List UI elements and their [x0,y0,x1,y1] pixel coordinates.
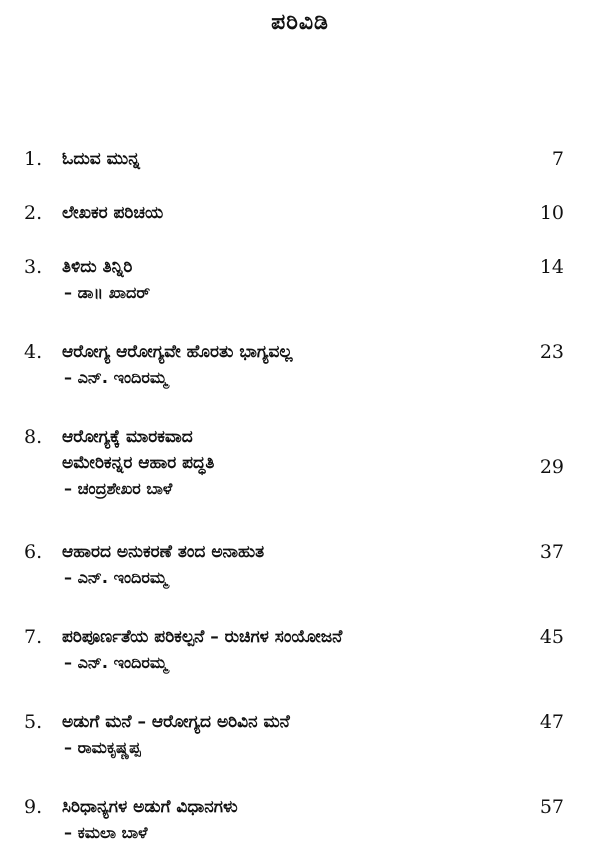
entry-number: 6. [24,541,43,563]
entry-title: ಓದುವ ಮುನ್ನ [62,149,140,169]
entry-text [62,539,532,591]
entry-text [62,424,532,502]
entry-title: ಲೇಖಕರ ಪರಿಚಯ [62,203,164,223]
entry-number: 5. [24,711,43,733]
entry-text [62,794,532,846]
entry-number: 7. [24,626,43,648]
entry-page: 47 [539,711,564,733]
entry-number: 1. [24,148,43,170]
entry-title: ತಿಳಿದು ತಿನ್ನಿರಿ [62,257,133,277]
entry-author: – ಎನ್. ಇಂದಿರಮ್ಮ [64,568,168,587]
entry-page: 57 [539,796,564,818]
entry-number: 2. [24,202,43,224]
entry-author: – ಕಮಲಾ ಬಾಳೆ [64,823,148,842]
entry-author: – ಎನ್. ಇಂದಿರಮ್ಮ [64,368,168,387]
entry-page: 37 [539,541,564,563]
entry-page: 7 [551,148,564,170]
entry-page: 23 [539,341,564,363]
entry-text [62,200,532,226]
entry-text [62,624,532,676]
entry-author: – ಚಂದ್ರಶೇಖರ ಬಾಳೆ [64,479,173,498]
entry-page: 14 [539,256,564,278]
entry-title: ಆಹಾರದ ಅನುಕರಣೆ ತಂದ ಅನಾಹುತ [62,542,265,562]
entry-title: ಆರೋಗ್ಯಕ್ಕೆ ಮಾರಕವಾದ [62,427,193,447]
entry-text [62,709,532,761]
entry-author: – ಎನ್. ಇಂದಿರಮ್ಮ [64,653,168,672]
entry-title: ಆರೋಗ್ಯ ಆರೋಗ್ಯವೇ ಹೊರತು ಭಾಗ್ಯವಲ್ಲ [62,342,293,362]
entry-number: 4. [24,341,43,363]
entry-title: ಅಡುಗೆ ಮನೆ – ಆರೋಗ್ಯದ ಅರಿವಿನ ಮನೆ [62,712,290,732]
entry-title: ಪರಿಪೂರ್ಣತೆಯ ಪರಿಕಲ್ಪನೆ – ರುಚಿಗಳ ಸಂಯೋಜನೆ [62,627,343,647]
entry-page: 10 [539,202,564,224]
entry-number: 9. [24,796,43,818]
entry-title-continued: ಅಮೇರಿಕನ್ನರ ಆಹಾರ ಪದ್ಧತಿ [62,453,215,473]
entry-author: – ರಾಮಕೃಷ್ಣಪ್ಪ [64,738,141,757]
entry-page: 45 [539,626,564,648]
entry-text [62,254,532,306]
entry-text [62,146,532,172]
entry-author: – ಡಾ॥ ಖಾದರ್ [64,283,151,302]
entry-page: 29 [539,456,564,478]
entry-text [62,339,532,391]
entry-number: 3. [24,256,43,278]
entry-number: 8. [24,426,43,448]
entry-title: ಸಿರಿಧಾನ್ಯಗಳ ಅಡುಗೆ ವಿಧಾನಗಳು [62,797,238,817]
page-title: ಪರಿವಿಡಿ [271,10,329,35]
